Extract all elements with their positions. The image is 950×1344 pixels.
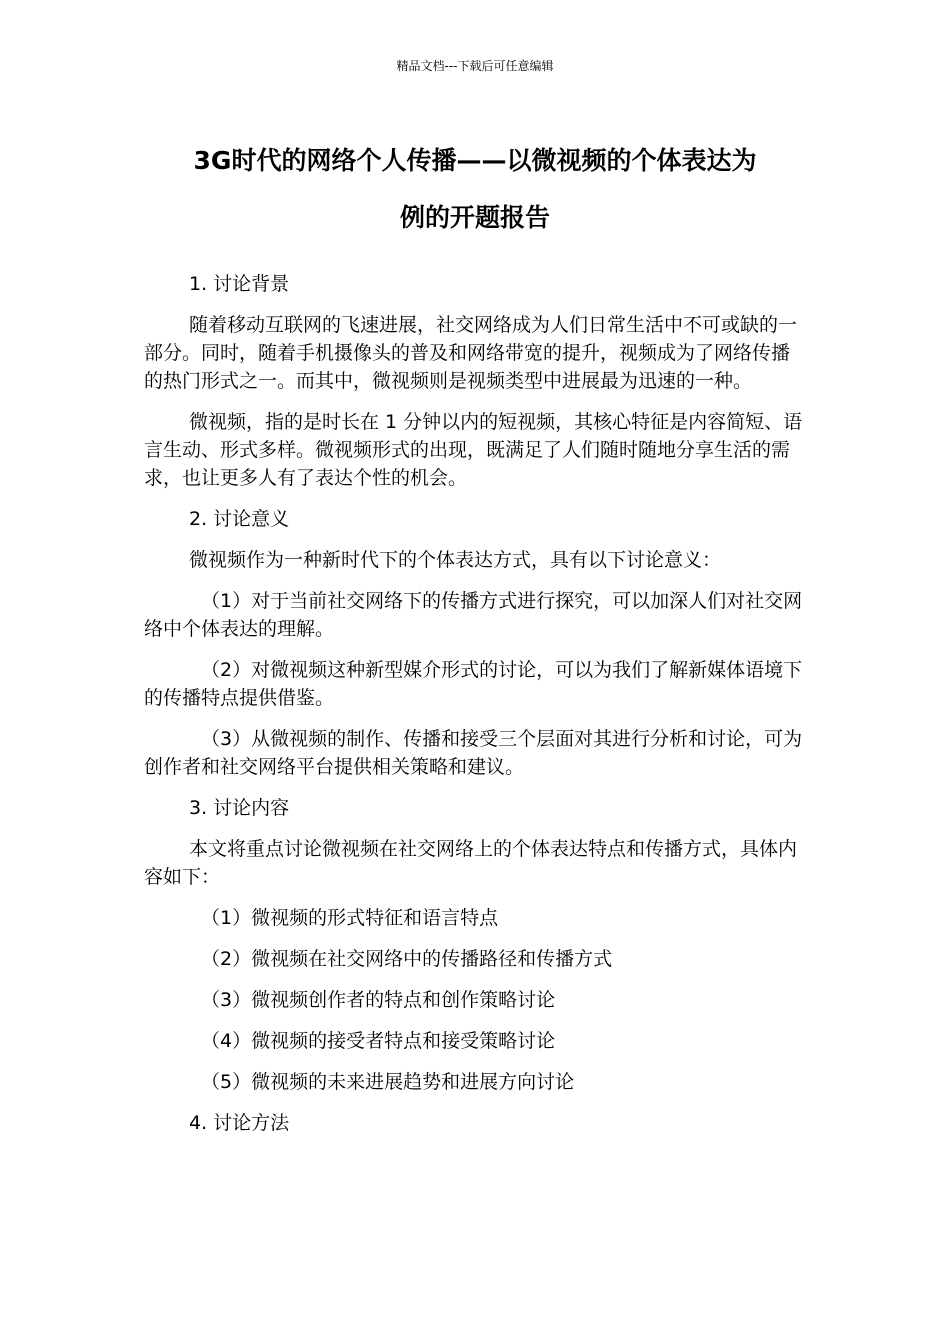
section-heading-background: 1. 讨论背景 [189, 273, 290, 295]
paragraph: 微视频作为一种新时代下的个体表达方式，具有以下讨论意义： [189, 549, 722, 571]
list-item: （2）对微视频这种新型媒介形式的讨论，可以为我们了解新媒体语境下的传播特点提供借鉴。 [144, 659, 803, 709]
list-item: （1）微视频的形式特征和语言特点 [201, 907, 499, 929]
title-line-2: 例的开题报告 [399, 203, 550, 232]
list-item: （2）微视频在社交网络中的传播路径和传播方式 [201, 948, 613, 970]
document-body [144, 270, 808, 1150]
section-heading-method: 4. 讨论方法 [189, 1112, 290, 1134]
section-heading-significance: 2. 讨论意义 [189, 508, 290, 530]
list-item: （3）从微视频的制作、传播和接受三个层面对其进行分析和讨论，可为创作者和社交网络平台提供相关策略和建议。 [144, 728, 803, 778]
list-item: （3）微视频创作者的特点和创作策略讨论 [201, 989, 556, 1011]
title-line-1: 3G时代的网络个人传播——以微视频的个体表达为 [193, 146, 757, 175]
paragraph: 本文将重点讨论微视频在社交网络上的个体表达特点和传播方式，具体内容如下： [144, 838, 798, 888]
section-heading-content: 3. 讨论内容 [189, 797, 290, 819]
list-item: （5）微视频的未来进展趋势和进展方向讨论 [201, 1071, 575, 1093]
list-item: （1）对于当前社交网络下的传播方式进行探究，可以加深人们对社交网络中个体表达的理解。 [144, 590, 803, 640]
list-item: （4）微视频的接受者特点和接受策略讨论 [201, 1030, 556, 1052]
page-header: 精品文档---下载后可任意编辑 [396, 59, 554, 73]
paragraph: 随着移动互联网的飞速进展，社交网络成为人们日常生活中不可或缺的一部分。同时，随着手机摄像头的普及和网络带宽的提升，视频成为了网络传播的热门形式之一。而其中，微视频则是视频类型中进展最为迅速的一种。 [144, 314, 798, 392]
document-title [140, 132, 810, 246]
paragraph: 微视频，指的是时长在 1 分钟以内的短视频，其核心特征是内容简短、语言生动、形式多样。微视频形式的出现，既满足了人们随时随地分享生活的需求，也让更多人有了表达个性的机会。 [144, 411, 803, 489]
